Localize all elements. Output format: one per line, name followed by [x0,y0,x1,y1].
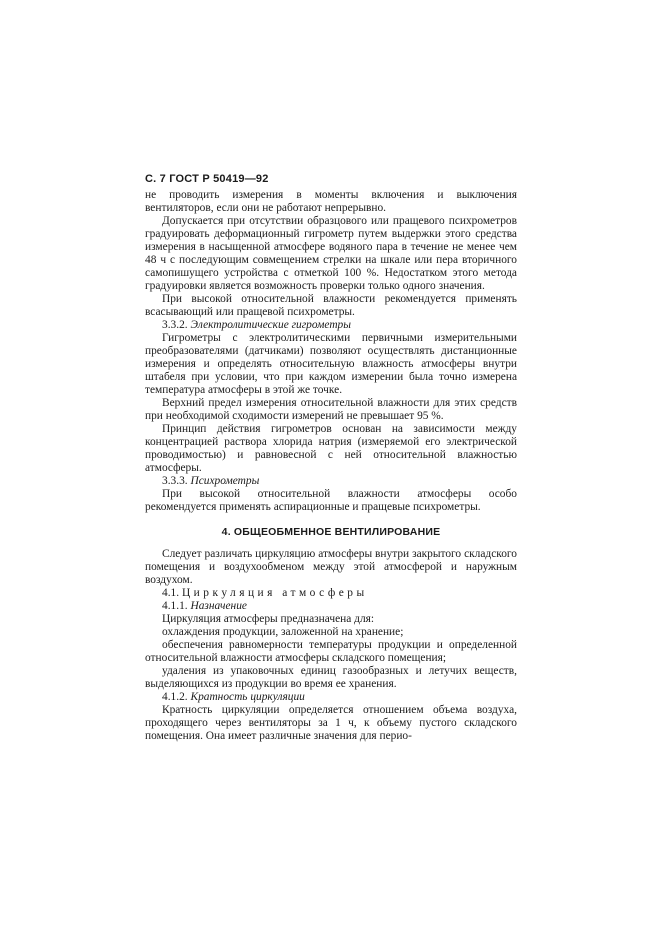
paragraph: не проводить измерения в моменты включения и выключения вентиляторов, если они не работают непрерывно. [145,189,517,214]
paragraph: Принцип действия гигрометров основан на зависимости между концентрацией раствора хлорида натрия (измеряемой его электрической проводимостью) и равновесной с ней относительной влажностью атмосферы. [145,423,517,474]
subsection-number: 4.1.1. [162,600,188,612]
subsection-title: Назначение [190,600,247,612]
subsection-number: 4.1.2. [162,691,188,703]
subsection-heading-3-3-3 [145,475,517,488]
subsection-heading-3-3-2 [145,319,517,332]
subsection-heading-4-1-2 [145,691,517,704]
paragraph: Кратность циркуляции определяется отношением объема воздуха, проходящего через вентиляторы за 1 ч, к объему пустого складского помещения. Она имеет различные значения для перио- [145,704,517,742]
subsection-heading-4-1-1 [145,600,517,613]
paragraph: При высокой относительной влажности атмосферы особо рекомендуется применять аспирационные и пращевые психрометры. [145,488,517,513]
paragraph: Следует различать циркуляцию атмосферы внутри закрытого складского помещения и воздухообменом между этой атмосферой и наружным воздухом. [145,548,517,586]
section-heading: 4. ОБЩЕОБМЕННОЕ ВЕНТИЛИРОВАНИЕ [221,526,441,538]
paragraph: Гигрометры с электролитическими первичными измерительными преобразователями (датчиками) позволяют осуществлять дистанционные измерения и определять относительную влажность атмосферы внутри штабеля при условии, что при каждом измерении была точно измерена температура атмосферы в этой же точке. [145,332,517,396]
subsection-title: Психрометры [190,475,260,487]
subsection-heading-4-1 [145,587,517,600]
paragraph: Допускается при отсутствии образцового или пращевого психрометров градуировать деформационный гигрометр путем выдержки этого средства измерения в насыщенной атмосфере водяного пара в течение не менее чем 48 ч с последующим совмещением стрелки на шкале или пера вторичного самопишущего устройства с отметкой 100 %. Недостатком этого метода градуировки является возможность проверки только одного значения. [145,215,517,292]
list-item: охлаждения продукции, заложенной на хранение; [162,626,404,638]
subsection-number: 4.1. [162,587,180,599]
subsection-number: 3.3.2. [162,319,188,331]
paragraph: Циркуляция атмосферы предназначена для: [162,613,375,625]
page-header: С. 7 ГОСТ Р 50419—92 [145,173,269,185]
list-item: обеспечения равномерности температуры продукции и определенной относительной влажности атмосферы складского помещения; [145,639,517,664]
list-item: удаления из упаковочных единиц газообразных и летучих веществ, выделяющихся из продукции во время ее хранения. [145,665,517,690]
subsection-number: 3.3.3. [162,475,188,487]
paragraph: Верхний предел измерения относительной влажности для этих средств при необходимой сходимости измерений не превышает 95 %. [145,397,517,422]
paragraph: При высокой относительной влажности рекомендуется применять всасывающий или пращевой психрометры. [145,293,517,318]
subsection-title: Циркуляция атмосферы [181,587,368,599]
subsection-title: Кратность циркуляции [190,691,305,703]
document-body [145,189,517,743]
subsection-title: Электролитические гигрометры [190,319,351,331]
